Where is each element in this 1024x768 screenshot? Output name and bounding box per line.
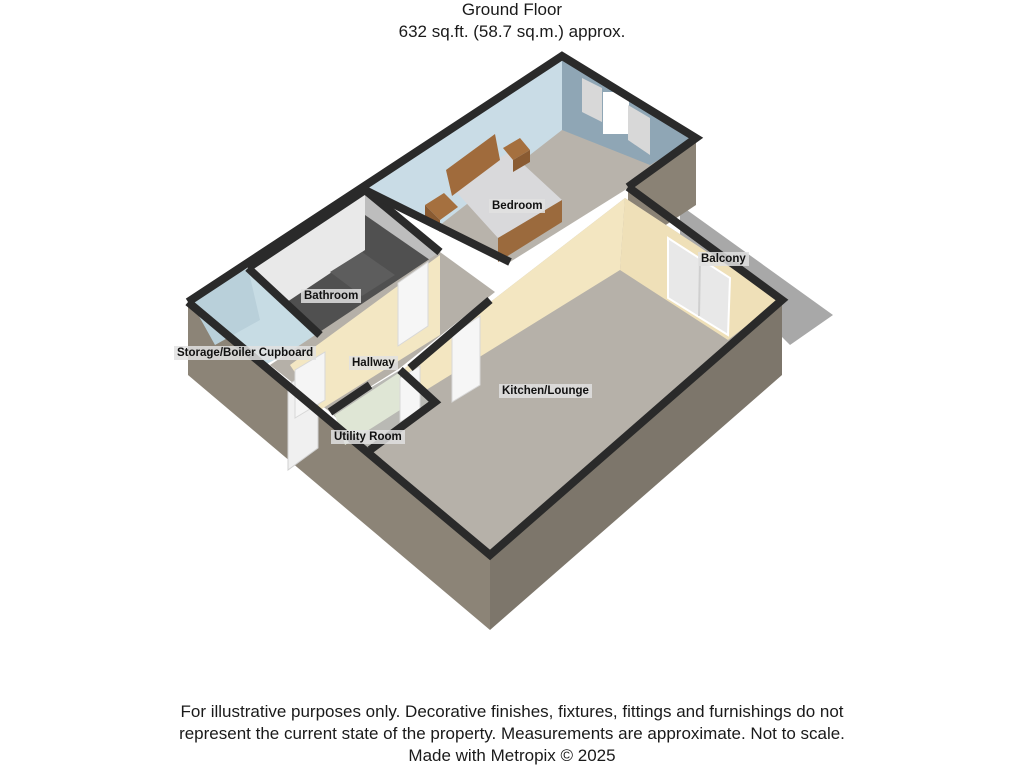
room-label-kitchen: Kitchen/Lounge bbox=[499, 384, 592, 398]
credit-line: Made with Metropix © 2025 bbox=[408, 746, 616, 765]
room-label-bedroom: Bedroom bbox=[489, 199, 545, 213]
room-label-utility: Utility Room bbox=[331, 430, 405, 444]
room-label-bathroom: Bathroom bbox=[301, 289, 361, 303]
disclaimer-line-2: represent the current state of the property. Measurements are approximate. Not to scale. bbox=[179, 724, 845, 743]
room-label-balcony: Balcony bbox=[698, 252, 749, 266]
room-label-storage: Storage/Boiler Cupboard bbox=[174, 346, 316, 360]
floor-area: 632 sq.ft. (58.7 sq.m.) approx. bbox=[398, 22, 626, 41]
disclaimer-line-1: For illustrative purposes only. Decorative finishes, fixtures, fittings and furnishings do not bbox=[180, 702, 844, 721]
room-label-hallway: Hallway bbox=[349, 356, 398, 370]
floor-title: Ground Floor bbox=[461, 0, 563, 19]
